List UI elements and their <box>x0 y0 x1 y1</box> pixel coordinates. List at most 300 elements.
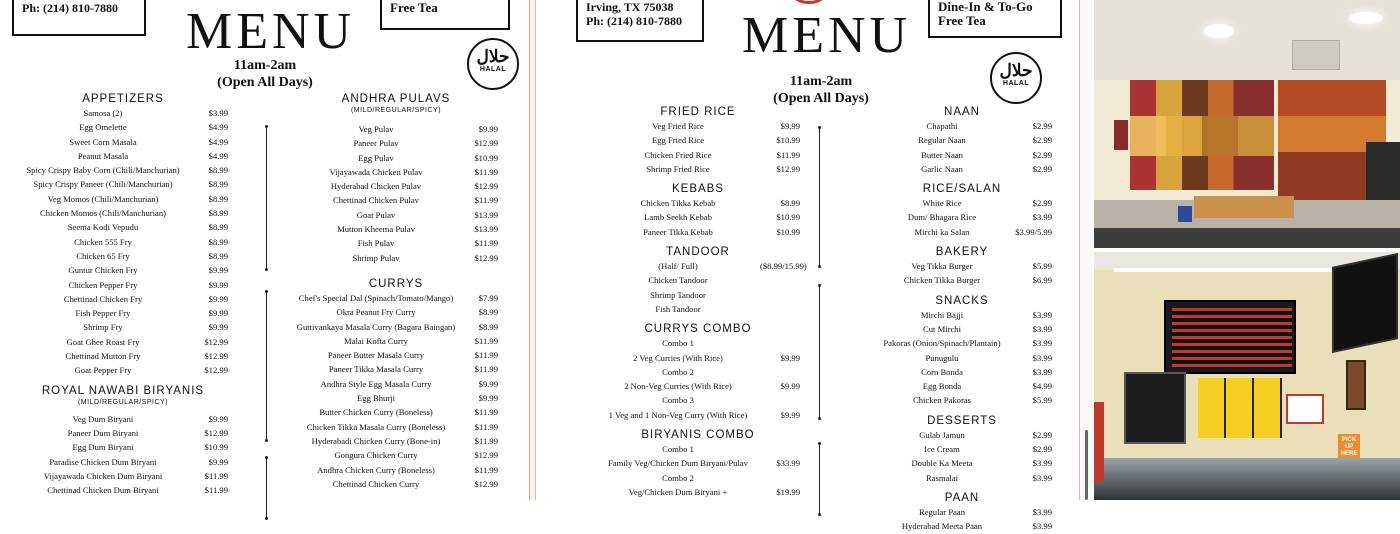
item-price: $10.99 <box>474 152 498 163</box>
item-price <box>760 442 800 456</box>
yellow-menu-signs <box>1198 378 1282 438</box>
pickup-sign: PICK UP HERE <box>1338 434 1360 464</box>
item-price: $11.99 <box>776 149 800 160</box>
item-price: $3.99/5.99 <box>1015 226 1052 237</box>
item-name: Veg Tikka Burger <box>911 261 973 272</box>
column-divider <box>819 128 820 266</box>
wall-sign <box>1114 120 1128 150</box>
menu-item <box>872 505 1052 519</box>
board-content <box>1172 308 1292 368</box>
digital-menu-board <box>1164 300 1296 374</box>
item-price: $9.99 <box>208 456 228 467</box>
item-name: Vijayawada Chicken Dum Biryani <box>43 470 163 481</box>
item-price: $9.99 <box>478 393 498 404</box>
section-title: PAAN <box>944 491 980 504</box>
menu-item <box>18 412 228 426</box>
menu-item <box>294 420 498 434</box>
item-price <box>760 336 800 350</box>
item-price: $2.99 <box>1032 444 1052 455</box>
restaurant-wall-photo <box>1094 0 1400 248</box>
menu-item <box>294 151 498 165</box>
item-price: $10.99 <box>776 135 800 146</box>
item-name: Goat Pulav <box>356 209 396 220</box>
item-name: (Half/ Full) <box>658 261 698 272</box>
item-price: $3.99 <box>1032 309 1052 320</box>
item-name: Fish Pulav <box>357 238 395 249</box>
phone-text: Ph: (214) 810-7880 <box>586 14 682 28</box>
menu-item <box>18 278 228 292</box>
item-price <box>760 365 800 379</box>
item-price: $3.99 <box>1032 352 1052 363</box>
menu-item <box>294 377 498 391</box>
item-price: $2.99 <box>1032 121 1052 131</box>
menu-item <box>596 162 800 176</box>
item-price: ($8.99/15.99) <box>760 261 807 272</box>
item-price: $11.99 <box>474 195 498 206</box>
column-divider <box>266 292 267 440</box>
item-price <box>760 471 800 485</box>
item-name: Goat Ghee Roast Fry <box>66 336 140 347</box>
item-name: Chettinad Mutton Fry <box>65 351 141 362</box>
item-name: 1 Veg and 1 Non-Veg Curry (With Rice) <box>608 409 748 420</box>
item-price: $13.99 <box>474 224 498 235</box>
item-name: Mutton Kheema Pulav <box>337 224 415 235</box>
item-name: Combo 2 <box>662 366 694 377</box>
section-subtitle: (MILD/REGULAR/SPICY) <box>77 398 169 406</box>
dine-text: Dine-In & To-Go <box>938 0 1033 14</box>
item-price: $12.99 <box>474 181 498 192</box>
item-name: Chettinad Chicken Pulav <box>333 195 419 206</box>
menu-item <box>294 320 498 334</box>
item-price: $4.99 <box>1032 381 1052 392</box>
item-name: Goat Pepper Fry <box>74 365 132 376</box>
item-name: Combo 1 <box>662 444 694 455</box>
item-price: $9.99 <box>780 409 800 420</box>
halal-arabic-text: حلال <box>999 61 1033 80</box>
menu-item <box>18 335 228 349</box>
container <box>1178 206 1192 222</box>
item-name: Paneer Dum Biryani <box>67 427 139 438</box>
menu-item <box>596 456 800 470</box>
menu-item <box>596 485 800 499</box>
section-title: ANDHRA PULAVS <box>341 93 451 105</box>
item-name: Egg Omelette <box>79 122 127 133</box>
menu-item <box>18 177 228 191</box>
menu-item <box>294 222 498 236</box>
halal-label: HALAL <box>479 66 507 73</box>
item-name: Okra Peanut Fry Curry <box>336 307 416 318</box>
menu-item <box>18 120 228 134</box>
item-name: Hyderabadi Chicken Curry (Bone-in) <box>311 435 441 446</box>
item-name: Lamb Seekh Kebab <box>644 212 712 223</box>
item-price: $8.99 <box>208 222 228 233</box>
menu-item <box>872 148 1052 162</box>
section-title: CURRYS COMBO <box>644 323 752 336</box>
tea-text: Free Tea <box>938 13 986 28</box>
menu-column <box>18 86 228 497</box>
menu-item <box>872 119 1052 133</box>
item-name: Fish Tandoor <box>655 303 701 314</box>
menu-item <box>596 210 800 224</box>
menu-item <box>18 263 228 277</box>
item-name: Chicken Tikka Kebab <box>640 198 716 209</box>
item-name: Chicken Tandoor <box>648 275 708 286</box>
menu-item <box>596 119 800 133</box>
item-price: $3.99 <box>1032 506 1052 517</box>
menu-item <box>294 434 498 448</box>
menu-item <box>294 305 498 319</box>
item-name: Garlic Naan <box>921 163 963 174</box>
menu-item <box>294 208 498 222</box>
item-name: Chicken Pepper Fry <box>68 279 138 290</box>
item-price: $8.99 <box>478 307 498 318</box>
section-title: BIRYANIS COMBO <box>641 429 755 442</box>
item-name: Chettinad Chicken Dum Biryani <box>47 485 159 496</box>
item-price: $9.99 <box>208 279 228 290</box>
menu-item <box>872 308 1052 322</box>
item-price: $12.99 <box>474 252 498 263</box>
menu-item <box>18 235 228 249</box>
item-price: $12.99 <box>474 138 498 149</box>
item-price: $2.99 <box>1032 149 1052 160</box>
ceiling-light-icon <box>1204 24 1234 38</box>
item-name: 2 Veg Curries (With Rice) <box>633 352 723 363</box>
item-price: $9.99 <box>780 352 800 363</box>
item-name: Combo 3 <box>662 395 694 406</box>
menu-item <box>294 463 498 477</box>
open-days-text: (Open All Days) <box>217 75 313 90</box>
scrollbar-thumb[interactable] <box>1085 430 1088 500</box>
menu-item <box>872 259 1052 273</box>
menu-item <box>596 408 800 422</box>
item-name: Chicken Tikka Masala Curry (Boneless) <box>306 421 446 432</box>
menu-item <box>18 192 228 206</box>
item-name: Egg Bonda <box>922 381 962 392</box>
item-name: Butter Chicken Curry (Boneless) <box>319 407 433 418</box>
section-title: DESSERTS <box>927 414 997 427</box>
item-name: Punugulu <box>925 352 959 363</box>
chalkboard <box>1366 142 1400 200</box>
dine-box <box>928 0 1062 38</box>
item-price: $3.99 <box>208 108 228 118</box>
item-price: $11.99 <box>204 485 228 496</box>
menu-column <box>872 99 1052 534</box>
item-price: $10.99 <box>204 442 228 453</box>
tea-box <box>380 0 510 30</box>
menu-page-left <box>0 0 530 500</box>
notice-sign <box>1286 394 1324 424</box>
item-name: Veg Dum Biryani <box>72 413 134 424</box>
item-name: Paneer Butter Masala Curry <box>327 350 425 361</box>
ceiling-light-icon <box>1349 12 1383 24</box>
item-price: $2.99 <box>1032 198 1052 209</box>
item-price: $8.99 <box>208 179 228 190</box>
item-name: Egg Bhurji <box>357 393 395 404</box>
menu-item <box>294 334 498 348</box>
bakery-items <box>1194 196 1294 218</box>
item-name: Cut Mirchi <box>923 323 961 334</box>
menu-item <box>872 379 1052 393</box>
item-name: Ice Cream <box>924 444 960 455</box>
item-price: $8.99 <box>208 208 228 219</box>
item-price: $6.99 <box>1032 275 1052 286</box>
item-price: $9.99 <box>478 378 498 389</box>
item-name: Gongura Chicken Curry <box>334 450 418 461</box>
halal-arabic-text: حلال <box>476 47 510 66</box>
item-price: $9.99 <box>780 381 800 392</box>
item-price: $12.99 <box>204 351 228 362</box>
menu-item <box>872 519 1052 533</box>
section-title: BAKERY <box>935 246 989 259</box>
item-name: Andhra Style Egg Masala Curry <box>320 378 432 389</box>
item-name: Butter Naan <box>921 149 963 160</box>
menu-item <box>596 471 800 485</box>
item-price: $4.99 <box>208 136 228 147</box>
contact-box <box>12 0 146 36</box>
menu-item <box>18 455 228 469</box>
menu-column <box>596 99 807 499</box>
item-price: $9.99 <box>208 322 228 333</box>
item-price: $19.99 <box>776 486 800 497</box>
item-price: $33.99 <box>776 458 800 469</box>
item-price: $10.99 <box>776 226 800 237</box>
item-name: Rasmalai <box>926 472 958 483</box>
item-price <box>760 273 800 287</box>
counter <box>1094 458 1400 500</box>
menu-item <box>294 122 498 136</box>
menu-item <box>596 379 800 393</box>
item-price <box>760 288 800 302</box>
open-days-text: (Open All Days) <box>773 91 869 106</box>
item-price: $11.99 <box>474 335 498 346</box>
item-price: $9.99 <box>780 121 800 131</box>
item-price <box>760 302 800 316</box>
display-case <box>1094 228 1400 248</box>
item-price: $3.99 <box>1032 366 1052 377</box>
item-price: $8.99 <box>208 165 228 176</box>
item-price: $10.99 <box>776 212 800 223</box>
item-name: Malai Kofta Curry <box>344 335 408 346</box>
item-price: $12.99 <box>204 427 228 438</box>
menu-item <box>872 393 1052 407</box>
item-price: $3.99 <box>1032 521 1052 532</box>
menu-item <box>872 133 1052 147</box>
menu-item <box>294 448 498 462</box>
chalkboard <box>1124 372 1186 444</box>
menu-item <box>872 471 1052 485</box>
menu-item <box>18 292 228 306</box>
item-name: Egg Pulav <box>358 152 394 163</box>
menu-item <box>18 320 228 334</box>
item-price: $3.99 <box>1032 323 1052 334</box>
item-price: $12.99 <box>474 450 498 461</box>
menu-item <box>18 426 228 440</box>
logo-ring-icon <box>786 0 832 4</box>
item-name: Chicken Momos (Chili/Manchurian) <box>39 208 167 219</box>
menu-item <box>294 391 498 405</box>
item-price: $2.99 <box>1032 163 1052 174</box>
item-name: Gulab Jamun <box>919 429 965 440</box>
item-price: $2.99 <box>1032 429 1052 440</box>
menu-item <box>596 442 800 456</box>
ceiling <box>1094 0 1400 80</box>
item-price: $9.99 <box>208 413 228 424</box>
item-name: Sweet Corn Masala <box>69 136 137 147</box>
item-name: Mirchi Bajji <box>920 309 964 320</box>
item-name: Andhra Chicken Curry (Boneless) <box>317 464 435 475</box>
item-price: $9.99 <box>208 308 228 319</box>
item-price: $12.99 <box>204 365 228 376</box>
item-name: Chicken Fried Rice <box>644 149 712 160</box>
section-title: CURRYS <box>368 277 424 290</box>
item-price: $11.99 <box>474 435 498 446</box>
menu-item <box>596 273 800 287</box>
item-name: Chicken Tikka Burger <box>903 275 981 286</box>
item-name: Shrimp Tandoor <box>650 289 706 300</box>
menu-item <box>872 442 1052 456</box>
item-name: Spicy Crispy Paneer (Chili/Manchurian) <box>33 179 173 190</box>
item-name: Regular Paan <box>918 506 966 517</box>
hours-text: 11am-2am <box>233 58 297 73</box>
menu-item <box>294 236 498 250</box>
item-name: Paradise Chicken Dum Biryani <box>49 456 157 467</box>
item-name: Hyderabad Meeta Paan <box>901 521 983 532</box>
menu-item <box>872 456 1052 470</box>
item-price: $11.99 <box>474 350 498 361</box>
item-name: Chicken Pakoras <box>913 395 971 406</box>
menu-item <box>18 206 228 220</box>
menu-item <box>596 133 800 147</box>
item-name: Shrimp Fried Rice <box>646 163 710 174</box>
item-price: $4.99 <box>208 122 228 133</box>
item-price: $5.99 <box>1032 395 1052 406</box>
menu-item <box>18 149 228 163</box>
ac-vent <box>1292 40 1340 70</box>
section-title: NAAN <box>944 106 980 118</box>
item-price: $2.99 <box>1032 135 1052 146</box>
item-price: $11.99 <box>474 166 498 177</box>
item-price: $3.99 <box>1032 212 1052 223</box>
item-name: Paneer Pulav <box>353 138 399 149</box>
menu-item <box>872 351 1052 365</box>
item-name: Corn Bonda <box>921 366 963 377</box>
section-title: SNACKS <box>935 294 989 307</box>
menu-item <box>18 135 228 149</box>
ceiling-light-icon <box>1114 268 1354 272</box>
item-price: $8.99 <box>208 250 228 261</box>
item-name: Pakoras (Onion/Spinach/Plantain) <box>883 338 1001 349</box>
contact-box <box>576 0 704 42</box>
menu-item <box>596 225 800 239</box>
item-price: $11.99 <box>474 407 498 418</box>
item-name: Dum/ Bhagara Rice <box>907 212 977 223</box>
section-title: APPETIZERS <box>82 93 164 105</box>
item-name: Mirchi ka Salan <box>914 226 970 237</box>
item-price: $11.99 <box>474 238 498 249</box>
item-name: Veg Fried Rice <box>652 121 704 131</box>
menu-item <box>872 162 1052 176</box>
drinks-poster <box>1130 116 1274 156</box>
menu-item <box>18 363 228 377</box>
menu-page-middle <box>535 0 1080 532</box>
column-divider <box>266 127 267 269</box>
menu-item <box>596 365 800 379</box>
item-price: $13.99 <box>474 209 498 220</box>
menu-item <box>294 291 498 305</box>
tv-screen <box>1332 253 1398 353</box>
item-name: Family Veg/Chicken Dum Biryani/Pulav <box>608 458 748 469</box>
item-name: Double Ka Meeta <box>911 458 973 469</box>
wall-sign <box>1094 402 1104 482</box>
item-name: Chicken 555 Fry <box>74 236 132 247</box>
item-name: Shrimp Pulav <box>352 252 400 263</box>
item-price: $9.99 <box>478 124 498 134</box>
tea-text: Free Tea <box>390 0 438 15</box>
item-name: Hyderabad Chicken Pulav <box>330 181 422 192</box>
menu-item <box>872 365 1052 379</box>
menu-column <box>294 86 498 491</box>
item-price: $8.99 <box>780 198 800 209</box>
item-name: Guttivankaya Masala Curry (Bagara Baingan) <box>296 321 456 332</box>
menu-item <box>596 336 800 350</box>
menu-item <box>872 196 1052 210</box>
item-price: $3.99 <box>1032 338 1052 349</box>
menu-item <box>872 210 1052 224</box>
menu-item <box>294 179 498 193</box>
column-divider <box>819 444 820 514</box>
item-price: $7.99 <box>478 292 498 303</box>
item-price: $11.99 <box>474 421 498 432</box>
menu-item <box>18 349 228 363</box>
section-title: TANDOOR <box>666 246 730 259</box>
menu-item <box>294 362 498 376</box>
item-name: Samosa (2) <box>83 108 123 118</box>
menu-item <box>294 405 498 419</box>
item-price: $4.99 <box>208 150 228 161</box>
menu-item <box>596 148 800 162</box>
item-price: $12.99 <box>474 478 498 489</box>
menu-item <box>18 306 228 320</box>
menu-item <box>18 249 228 263</box>
item-name: White Rice <box>922 198 962 209</box>
item-name: Combo 1 <box>662 338 694 349</box>
menu-item <box>596 302 800 316</box>
item-name: Seema Kodi Vepudu <box>67 222 139 233</box>
menu-item <box>18 440 228 454</box>
section-subtitle: (MILD/REGULAR/SPICY) <box>350 107 442 114</box>
menu-item <box>872 225 1052 239</box>
item-name: Peanut Masala <box>77 150 129 161</box>
menu-item <box>18 220 228 234</box>
menu-item <box>18 163 228 177</box>
item-price: $8.99 <box>208 193 228 204</box>
item-price: $8.99 <box>478 321 498 332</box>
menu-item <box>872 428 1052 442</box>
menu-item <box>18 106 228 120</box>
menu-title: MENU <box>742 7 912 64</box>
item-name: Shrimp Fry <box>83 322 123 333</box>
scroll-gap <box>1080 0 1094 500</box>
column-divider <box>266 458 267 518</box>
menu-item <box>596 196 800 210</box>
menu-item <box>294 251 498 265</box>
menu-item <box>294 348 498 362</box>
section-title: KEBABS <box>671 183 725 196</box>
item-price: $11.99 <box>474 364 498 375</box>
menu-item <box>294 477 498 491</box>
menu-item <box>872 322 1052 336</box>
item-name: Spicy Crispy Baby Corn (Chili/Manchurian) <box>26 165 180 176</box>
